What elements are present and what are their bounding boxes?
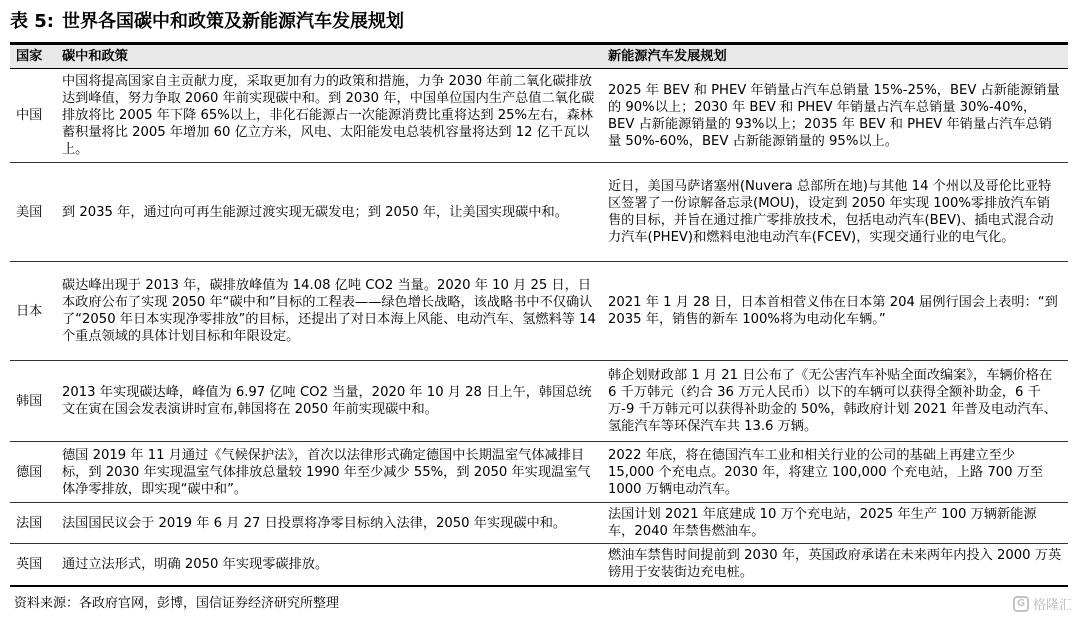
plan-cell: 2025 年 BEV 和 PHEV 年销量占汽车总销量 15%-25%，BEV 占新能源销量的 90%以上；2030 年 BEV 和 PHEV 年销量占汽车总销量 30%-40%，BEV 占新能源销量的 93%以上；2035 年 BEV 和 PHEV 年销量占汽车总销量 50%-60%，BEV 占新能源销量的 95%以上。 [608, 82, 1060, 149]
header-plan: 新能源汽车发展规划 [608, 49, 727, 64]
country-cell: 法国 [16, 515, 43, 531]
watermark-text: 格隆汇 [1032, 598, 1072, 613]
country-cell: 英国 [16, 556, 43, 572]
policy-cell: 德国 2019 年 11 月通过《气候保护法》，首次以法律形式确定德国中长期温室气体减排目标，到 2030 年实现温室气体排放总量较 1990 年至少减少 55%，到 2050 年实现温室气体净零排放，即实现“碳中和”。 [62, 447, 591, 497]
source-note: 资料来源：各政府官网，彭博，国信证券经济研究所整理 [14, 596, 340, 611]
country-cell: 德国 [16, 464, 43, 480]
country-cell: 日本 [16, 303, 43, 319]
table-row [10, 442, 1068, 503]
table-number: 表 5: [10, 11, 54, 32]
plan-cell: 近日，美国马萨诸塞州(Nuvera 总部所在地)与其他 14 个州以及哥伦比亚特区签署了一份谅解备忘录(MOU)，设定到 2050 年实现 100%零排放汽车销售的目标，并旨在通过推广零排放技术，包括电动汽车(BEV)、插电式混合动力汽车(PHEV)和燃料电池电动汽车(FCEV)，实现交通行业的电气化。 [608, 179, 1054, 245]
plan-cell: 法国计划 2021 年底建成 10 万个充电站，2025 年生产 100 万辆新能源车，2040 年禁售燃油车。 [608, 507, 1037, 539]
policy-cell: 中国将提高国家自主贡献力度，采取更加有力的政策和措施，力争 2030 年前二氧化碳排放达到峰值，努力争取 2060 年前实现碳中和。到 2030 年，中国单位国内生产总值二氧化碳排放将比 2005 年下降 65%以上，非化石能源占一次能源消费比重将达到 25%左右，森林蓄积量将比 2005 年增加 60 亿立方米，风电、太阳能发电总装机容量将达到 12 亿千瓦以上。 [62, 74, 595, 157]
table-row [10, 361, 1068, 442]
header-policy: 碳中和政策 [62, 49, 128, 64]
plan-cell: 韩企划财政部 1 月 21 日公布了《无公害汽车补贴全面改编案》，车辆价格在 6 千万韩元（约合 36 万元人民币）以下的车辆可以获得全额补助金，6 千万-9 千万韩元可以获得补助金的 50%，韩政府计划 2021 年普及电动汽车、氢能汽车等环保汽车共 13.6 万辆。 [608, 368, 1057, 434]
plan-cell: 2021 年 1 月 28 日，日本首相菅义伟在日本第 204 届例行国会上表明：“到 2035 年，销售的新车 100%将为电动化车辆。” [608, 295, 1058, 327]
table-row [10, 262, 1068, 361]
policy-table [10, 42, 1068, 587]
plan-cell: 2022 年底，将在德国汽车工业和相关行业的公司的基础上再建立至少 15,000 个充电点。2030 年，将建立 100,000 个充电站，上路 700 万至 1000 万辆电动汽车。 [608, 447, 1044, 497]
policy-cell: 2013 年实现碳达峰，峰值为 6.97 亿吨 CO2 当量，2020 年 10 月 28 日上午，韩国总统文在寅在国会发表演讲时宣布,韩国将在 2050 年前实现碳中和。 [62, 385, 592, 417]
table-row [10, 163, 1068, 262]
country-cell: 韩国 [16, 393, 43, 409]
country-cell: 美国 [16, 204, 43, 220]
plan-cell: 燃油车禁售时间提前到 2030 年，英国政府承诺在未来两年内投入 2000 万英镑用于安装街边充电桩。 [608, 548, 1062, 581]
table-title [10, 8, 404, 36]
policy-cell: 到 2035 年，通过向可再生能源过渡实现无碳发电；到 2050 年，让美国实现碳中和。 [62, 204, 568, 220]
header-country: 国家 [16, 49, 43, 64]
table-row [10, 503, 1068, 544]
policy-cell: 通过立法形式，明确 2050 年实现零碳排放。 [62, 556, 329, 572]
policy-cell: 碳达峰出现于 2013 年，碳排放峰值为 14.08 亿吨 CO2 当量。2020 年 10 月 25 日，日本政府公布了实现 2050 年“碳中和”目标的工程表——绿色增长战略，该战略书中不仅确认了“2050 年日本实现净零排放”的目标，还提出了对日本海上风能、电动汽车、氢燃料等 14 个重点领域的具体计划目标和年限设定。 [62, 278, 596, 344]
table-header-row [10, 44, 1068, 69]
country-cell: 中国 [16, 108, 43, 123]
watermark [1013, 594, 1072, 613]
table-row [10, 69, 1068, 163]
table-title-text: 世界各国碳中和政策及新能源汽车发展规划 [62, 11, 404, 32]
policy-cell: 法国国民议会于 2019 年 6 月 27 日投票将净零目标纳入法律，2050 年实现碳中和。 [62, 515, 567, 531]
watermark-logo-icon: G [1013, 596, 1029, 612]
table-row [10, 544, 1068, 586]
